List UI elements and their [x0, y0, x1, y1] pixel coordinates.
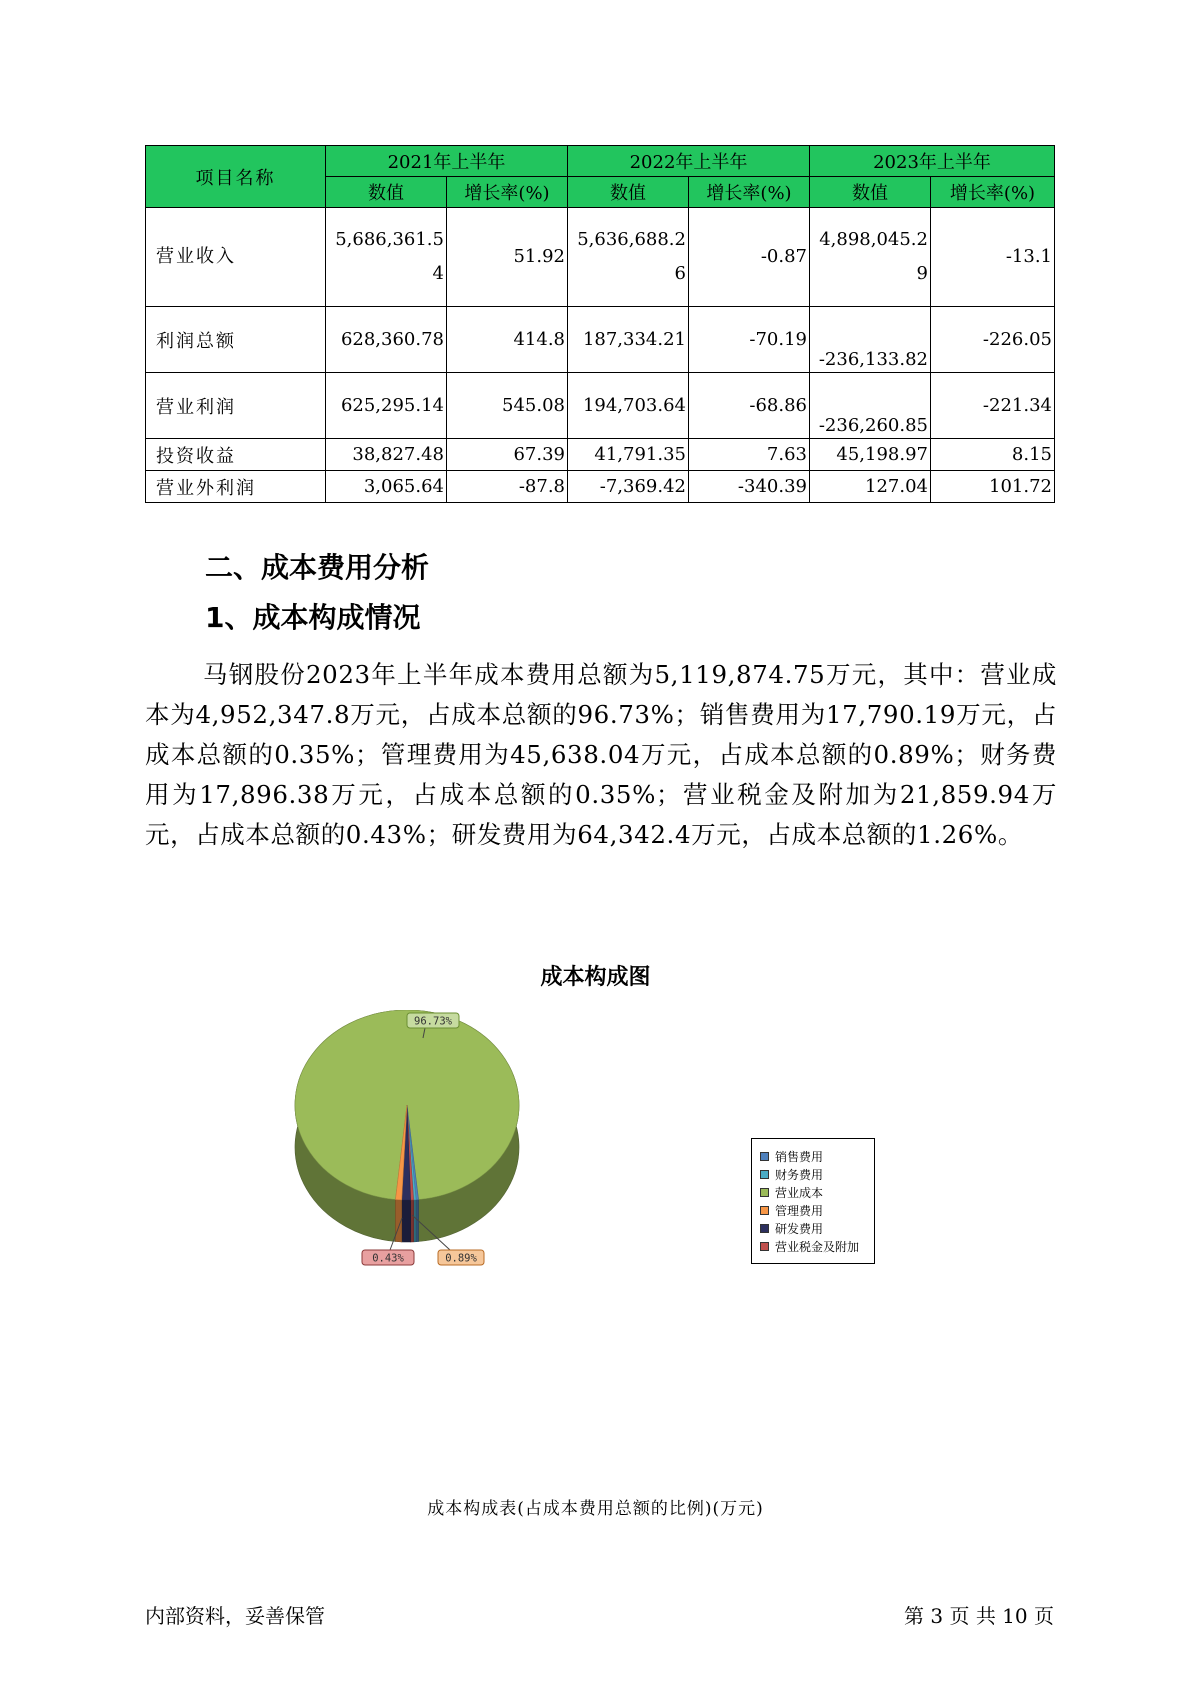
- cell-growth: 545.08: [447, 373, 568, 439]
- header-item-name: 项目名称: [146, 146, 326, 208]
- header-period-2022: 2022年上半年: [568, 146, 810, 177]
- cell-value: 41,791.35: [568, 439, 689, 471]
- chart-legend: [751, 1138, 875, 1264]
- legend-swatch: [760, 1152, 769, 1161]
- header-period-2023: 2023年上半年: [810, 146, 1055, 177]
- cost-pie-chart: [290, 1010, 610, 1290]
- legend-item: [760, 1219, 868, 1237]
- cell-value: 127.04: [810, 471, 931, 503]
- row-name: 利润总额: [146, 307, 326, 373]
- cell-value: 38,827.48: [326, 439, 447, 471]
- row-name: 营业外利润: [146, 471, 326, 503]
- chart-title: 成本构成图: [540, 965, 651, 990]
- table-row: [146, 208, 1055, 307]
- cell-growth: -221.34: [931, 373, 1055, 439]
- cell-growth: -226.05: [931, 307, 1055, 373]
- legend-label: 管理费用: [775, 1203, 824, 1218]
- header-growth-2021: 增长率(%): [447, 177, 568, 208]
- header-growth-2023: 增长率(%): [931, 177, 1055, 208]
- legend-swatch: [760, 1170, 769, 1179]
- cell-growth: -0.87: [689, 208, 810, 307]
- cell-value: 625,295.14: [326, 373, 447, 439]
- legend-item: [760, 1201, 868, 1219]
- footer-confidential: 内部资料，妥善保管: [145, 1604, 325, 1628]
- financial-table: [145, 145, 1055, 503]
- section-heading: 二、成本费用分析: [205, 551, 430, 584]
- row-name: 投资收益: [146, 439, 326, 471]
- body-paragraph: 马钢股份2023年上半年成本费用总额为5,119,874.75万元，其中：营业成本为4,952,347.8万元，占成本总额的96.73%；销售费用为17,790.19万元，占成本总额的0.35%；管理费用为45,638.04万元，占成本总额的0.89%；财务费用为17,896.38万元，占成本总额的0.35%；营业税金及附加为21,859.94万元，占成本总额的0.43%；研发费用为64,342.4万元，占成本总额的1.26%。: [145, 660, 1057, 849]
- cell-value: 45,198.97: [810, 439, 931, 471]
- table-row: [146, 373, 1055, 439]
- legend-item: [760, 1147, 868, 1165]
- pie-slice-side: [414, 1200, 416, 1242]
- legend-swatch: [760, 1242, 769, 1251]
- legend-label: 营业税金及附加: [775, 1239, 860, 1254]
- table-caption: 成本构成表(占成本费用总额的比例)(万元): [427, 1499, 764, 1519]
- header-growth-2022: 增长率(%): [689, 177, 810, 208]
- cell-value: -7,369.42: [568, 471, 689, 503]
- legend-item: [760, 1183, 868, 1201]
- table-row: [146, 471, 1055, 503]
- cell-value: 187,334.21: [568, 307, 689, 373]
- cell-growth: 67.39: [447, 439, 568, 471]
- table-row: [146, 307, 1055, 373]
- row-name: 营业收入: [146, 208, 326, 307]
- cell-growth: -87.8: [447, 471, 568, 503]
- pie-slice-side: [402, 1200, 411, 1242]
- header-value-2022: 数值: [568, 177, 689, 208]
- cell-growth: 8.15: [931, 439, 1055, 471]
- legend-label: 研发费用: [775, 1221, 824, 1236]
- table-row: [146, 439, 1055, 471]
- cell-growth: -68.86: [689, 373, 810, 439]
- cell-value: 5,686,361.54: [326, 208, 447, 307]
- cell-value: 4,898,045.29: [810, 208, 931, 307]
- footer-page-number: 第 3 页 共 10 页: [904, 1604, 1054, 1628]
- legend-swatch: [760, 1188, 769, 1197]
- row-name: 营业利润: [146, 373, 326, 439]
- cell-value: -236,260.85: [810, 373, 931, 439]
- legend-swatch: [760, 1206, 769, 1215]
- header-period-2021: 2021年上半年: [326, 146, 568, 177]
- header-value-2021: 数值: [326, 177, 447, 208]
- pie-slice-side: [411, 1200, 414, 1242]
- cell-growth: 51.92: [447, 208, 568, 307]
- data-label: 0.43%: [372, 1252, 404, 1265]
- cell-growth: -13.1: [931, 208, 1055, 307]
- legend-label: 销售费用: [775, 1149, 824, 1164]
- subsection-heading: 1、成本构成情况: [205, 601, 421, 634]
- cell-value: 194,703.64: [568, 373, 689, 439]
- cell-growth: -340.39: [689, 471, 810, 503]
- cell-growth: -70.19: [689, 307, 810, 373]
- legend-label: 营业成本: [775, 1185, 824, 1200]
- data-label: 0.89%: [445, 1252, 477, 1265]
- legend-swatch: [760, 1224, 769, 1233]
- cell-growth: 101.72: [931, 471, 1055, 503]
- legend-item: [760, 1237, 868, 1255]
- legend-item: [760, 1165, 868, 1183]
- cell-value: 628,360.78: [326, 307, 447, 373]
- cell-growth: 414.8: [447, 307, 568, 373]
- cell-value: -236,133.82: [810, 307, 931, 373]
- data-label: 96.73%: [414, 1015, 452, 1028]
- header-value-2023: 数值: [810, 177, 931, 208]
- legend-label: 财务费用: [775, 1167, 824, 1182]
- cell-growth: 7.63: [689, 439, 810, 471]
- cell-value: 5,636,688.26: [568, 208, 689, 307]
- cell-value: 3,065.64: [326, 471, 447, 503]
